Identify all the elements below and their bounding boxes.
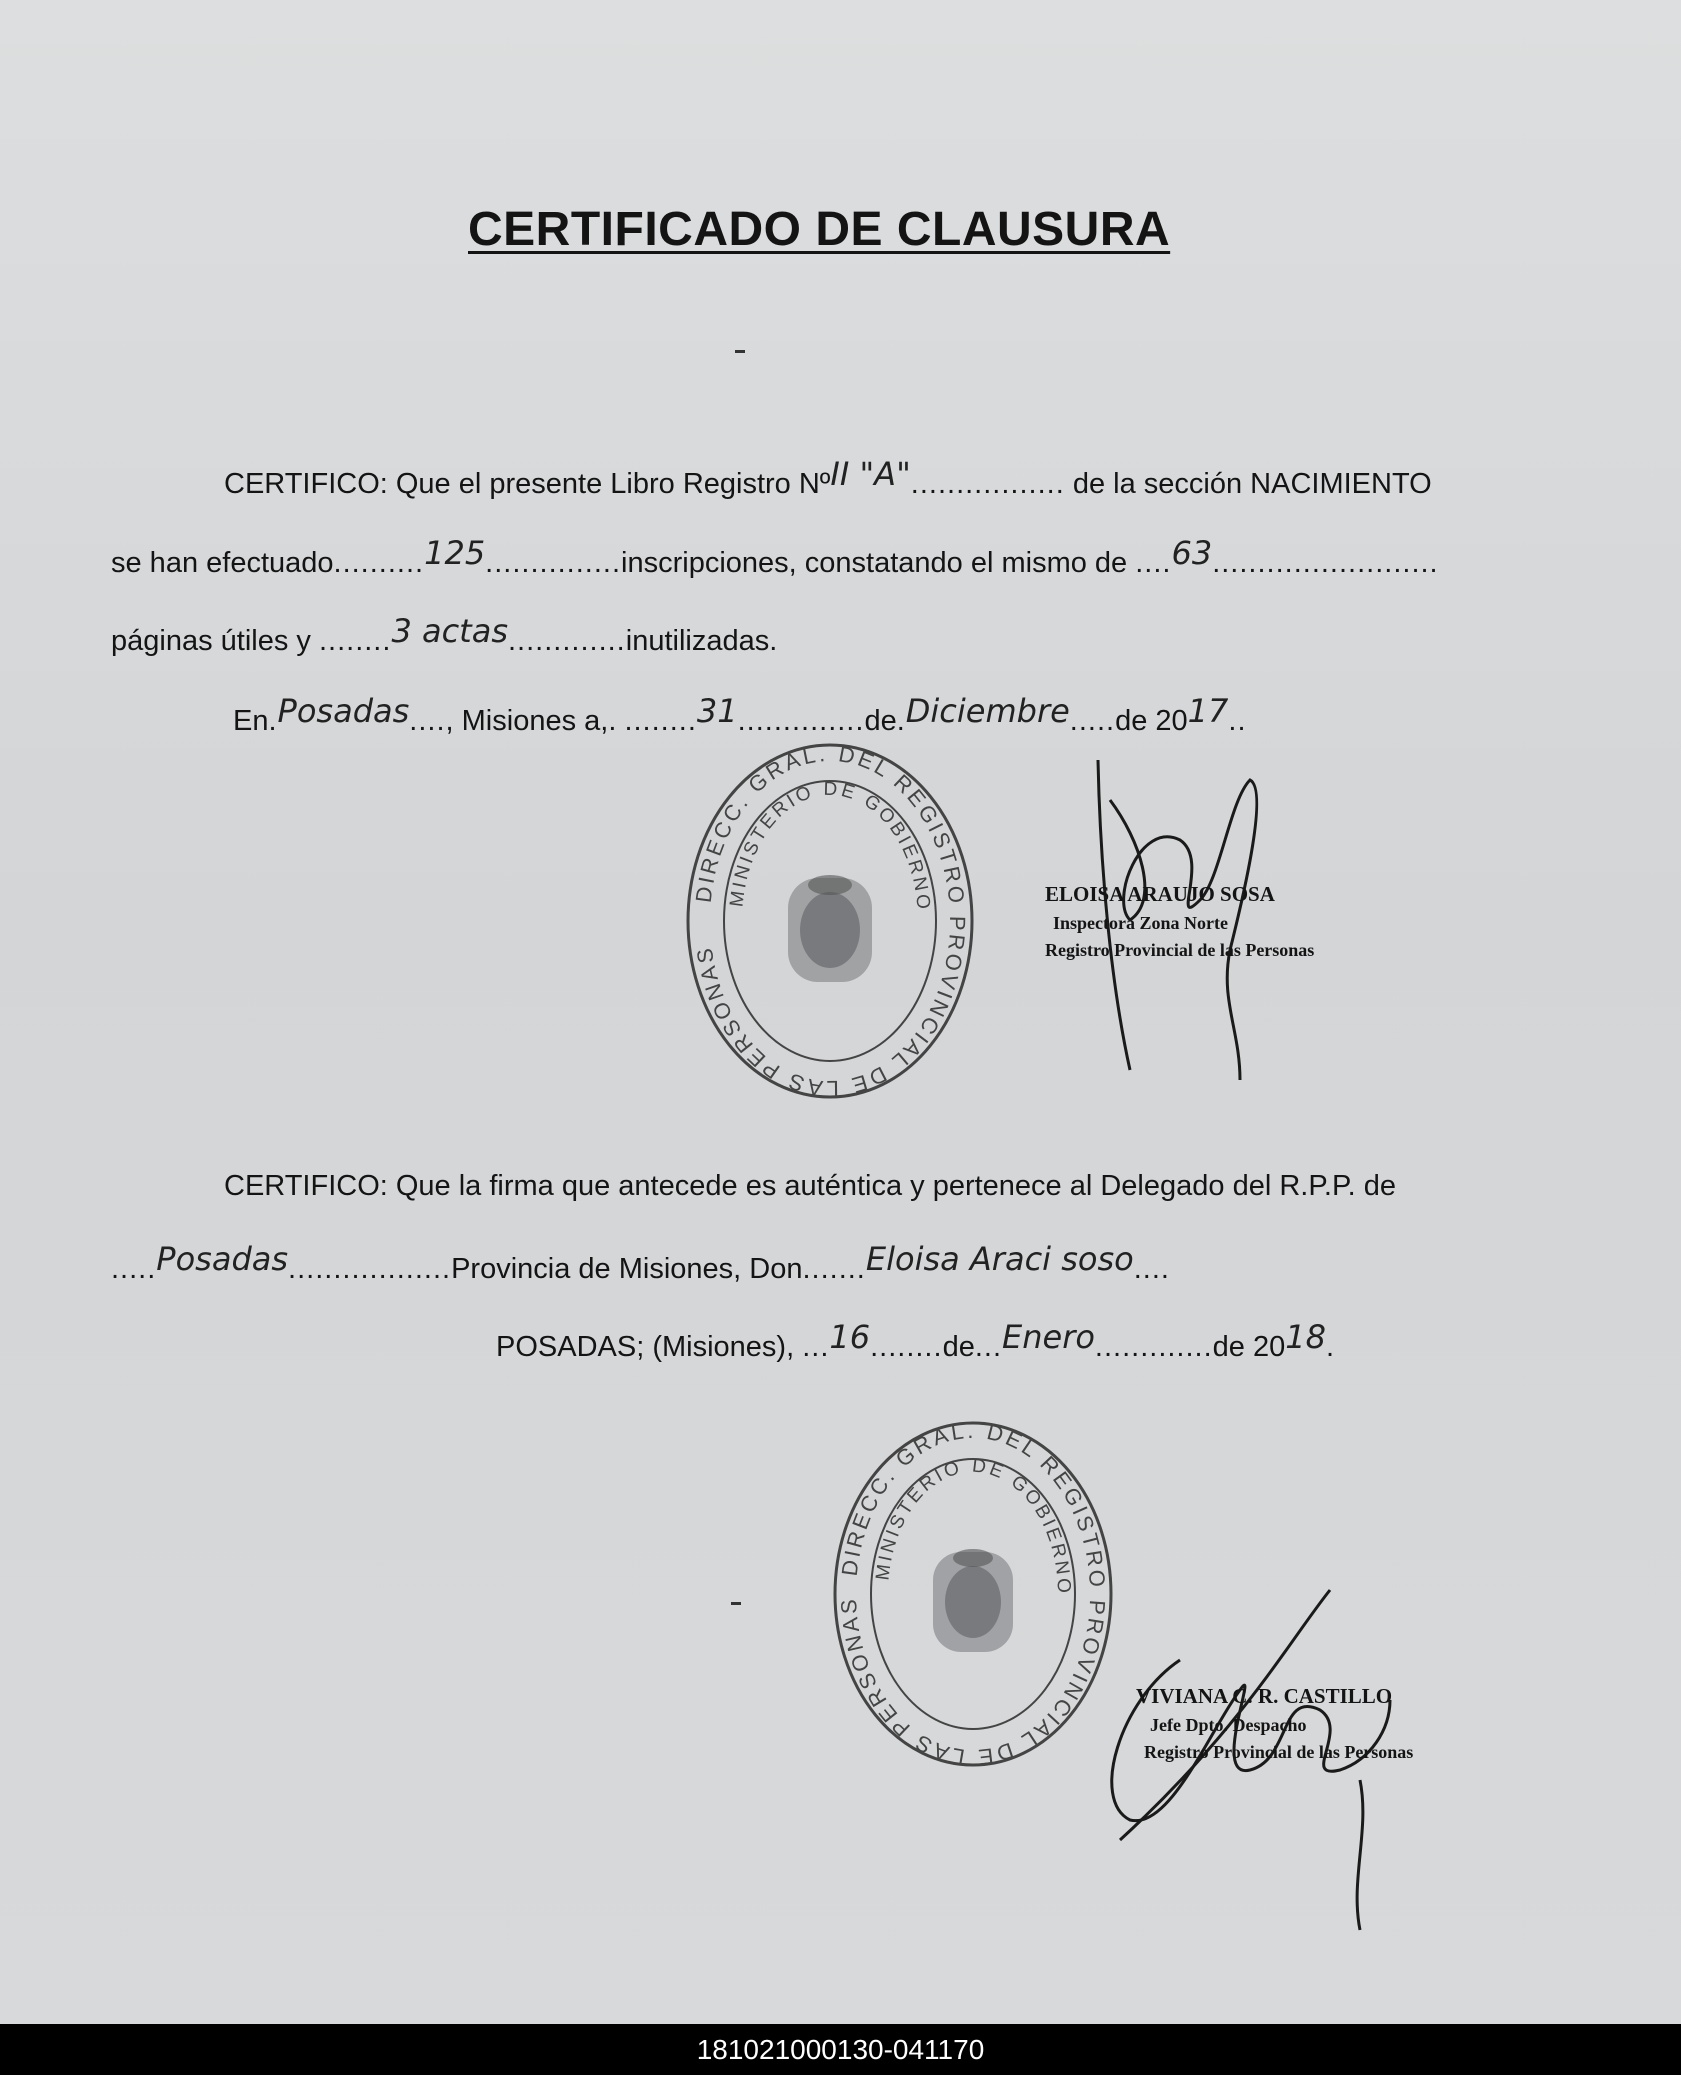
month2-handwritten: Enero [1002, 1318, 1095, 1356]
stamp-outer-text: DIRECC. GRAL. DEL REGISTRO PROVINCIAL DE LAS PERSONAS [690, 740, 971, 1102]
cert-line-2: se han efectuado..........125...............inscripciones, constatando el mismo de ....63......................... [111, 534, 1439, 579]
officer-2-role: Jefe Dpto. Despacho [1150, 1715, 1307, 1735]
officer-1-org: Registro Provincial de las Personas [1045, 940, 1315, 960]
mark [735, 350, 745, 353]
officer-1-role: Inspectora Zona Norte [1053, 913, 1228, 933]
cert2-line-1: CERTIFICO: Que la firma que antecede es auténtica y pertenece al Delegado del R.P.P. de [224, 1170, 1396, 1202]
city-handwritten: Posadas [277, 692, 410, 730]
cert2-line-2: .....Posadas..................Provincia de Misiones, Don.......Eloisa Araci soso.... [111, 1240, 1170, 1285]
cert-line-3: páginas útiles y ........3 actas.............inutilizadas. [111, 612, 778, 657]
footer-code: 181021000130-041170 [0, 2024, 1681, 2075]
officer-2-org: Registro Provincial de las Personas [1144, 1742, 1414, 1762]
cert-line-4: En.Posadas...., Misiones a,. ........31..............de.Diciembre.....de 2017.. [233, 692, 1247, 737]
stamp2-inner-text: MINISTERIO DE GOBIERNO [872, 1455, 1075, 1597]
cert-line-1: CERTIFICO: Que el presente Libro Registro NºII "A"................. de la sección NACIMIENTO [224, 455, 1432, 500]
don-name-handwritten: Eloisa Araci soso [865, 1240, 1134, 1278]
year2-handwritten: 18 [1285, 1318, 1326, 1356]
officer-1-block [1045, 882, 1314, 961]
day-handwritten: 31 [696, 692, 738, 730]
mark [731, 1602, 741, 1605]
day2-handwritten: 16 [829, 1318, 871, 1356]
libro-number: II "A" [830, 455, 911, 493]
cert2-line-3: POSADAS; (Misiones), ...16........de...Enero.............de 2018. [496, 1318, 1336, 1363]
official-stamp [680, 740, 980, 1102]
actas-count: 3 actas [391, 612, 508, 650]
document-title: CERTIFICADO DE CLAUSURA [468, 203, 1171, 256]
officer-1-name: ELOISA ARAUJO SOSA [1045, 882, 1275, 906]
year-handwritten: 17 [1187, 692, 1229, 730]
officer-2-block [1136, 1684, 1413, 1763]
stamp2-outer-text: DIRECC. GRAL. DEL REGISTRO PROVINCIAL DE LAS PERSONAS [835, 1418, 1111, 1770]
stamp-inner-text: MINISTERIO DE GOBIERNO [726, 778, 934, 913]
city2-handwritten: Posadas [156, 1240, 289, 1278]
officer-2-name: VIVIANA C. R. CASTILLO [1136, 1684, 1393, 1708]
paginas-count: 63 [1171, 534, 1213, 572]
official-stamp-2 [828, 1418, 1118, 1770]
coat-of-arms-icon [788, 875, 872, 982]
month-handwritten: Diciembre [905, 692, 1070, 730]
coat-of-arms-icon [933, 1549, 1013, 1652]
inscripciones-count: 125 [424, 534, 486, 572]
